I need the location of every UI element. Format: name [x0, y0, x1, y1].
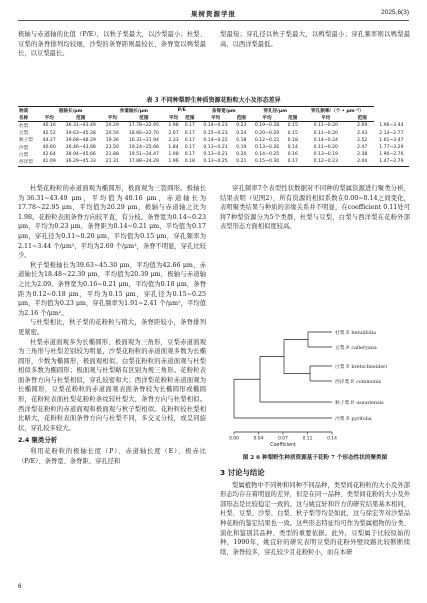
pollen-morphology-table [18, 106, 409, 167]
table-cell: 2.04 [351, 158, 374, 166]
page-number: 6 [18, 584, 22, 590]
table-cell: 豆梨 [19, 131, 29, 137]
table-cell: 17.88~24.29 [122, 158, 165, 166]
column-subheader: 平均 [301, 114, 351, 122]
dendrogram-figure [220, 322, 410, 450]
table-row [18, 122, 409, 130]
taxon-label: 豆梨 P. calleryana [335, 345, 377, 351]
table-cell: 17.78~22.95 [128, 123, 159, 129]
paragraph: 杜梨花粉粒的赤道面观为椭圆形，极面观为三裂圆形。极轴长为36.31~43.49 μm，平均值为40.16 μm，赤道轴长为17.78~22.95 μm，平均值为20.29 μm，极轴与赤道轴之比为1.98。花粉粒表面条脊方向较平直，有分枝。条脊宽为0.14~0.23 μm，平均为0.23 μm，条脊距为0.14~0.21 μm，平均值为0.17 μm，穿孔径为0.11~0.20 μm，平均值为0.15 μm，穿孔频率为2.11~3.44 个/μm²，平均为2.69 个/μm²，条脊不明显，穿孔比较少。 [18, 185, 206, 260]
table-cell: 1.61~3.47 [379, 137, 404, 143]
table-cell: 0.15~0.30 [249, 158, 284, 166]
table-title: 表 3 不同种梨野生种质资源花粉粒大小及形态差异 [146, 97, 281, 104]
right-tail-text [220, 462, 410, 557]
table-cell: 0.19 [236, 145, 247, 151]
table-cell: 38.94~45.66 [65, 152, 96, 158]
table-cell: 1.98 [168, 123, 179, 129]
table-cell: 1.90~2.76 [379, 152, 404, 158]
column-header: 极轴长/μm [39, 107, 102, 115]
table-cell: 0.11~0.20 [313, 145, 338, 151]
table-cell: 0.17 [184, 137, 195, 143]
paragraph: 梨最短；穿孔径以秋子梨最大，以鸭梨最小；穿孔频率则以鸭梨最高，以西洋梨最低。 [220, 31, 410, 48]
paragraph: 秋子梨极轴长为39.63~45.30 μm，平均值为42.66 μm，赤道轴长为18.48~22.39 μm，平均值为20.39 μm，极轴与赤道轴之比为2.09。条脊宽为0.16~0.21 μm，平均值为0.18 μm，条脊距为0.12~0.18 μm，平均为0.15 μm，穿孔径为0.15~0.25 μm，平均值为0.23 μm，穿孔频率为1.91~2.41 个/μm²，平均值为2.16 个/μm²。 [18, 261, 206, 317]
table-cell: 20.29 [105, 123, 119, 129]
table-cell: 0.18 [236, 137, 247, 143]
table-cell: 白梨 [19, 152, 29, 158]
column-subheader: 平均 [198, 114, 233, 122]
table-cell: 36.31~43.49 [65, 123, 96, 129]
table-cell: 2.52 [357, 137, 368, 143]
right-main-text [220, 184, 410, 232]
table-cell: 21.31 [102, 158, 122, 166]
table-cell: 0.20 [236, 152, 247, 158]
table-cell: 0.13~0.19 [313, 152, 338, 158]
table-header-row [18, 107, 409, 115]
axis-label: Coefficient [270, 443, 296, 448]
table-cell: 0.14~0.23 [203, 123, 228, 129]
taxon-label: 白梨 P. bretschneideri [335, 364, 387, 370]
table-cell: 0.12~0.23 [301, 158, 351, 166]
taxon-label: 沙梨 P. pyrifolia [335, 416, 372, 422]
table-cell: 0.15~0.23 [203, 130, 228, 136]
table-cell: 1.84 [168, 145, 179, 151]
table-cell: 0.14~0.24 [313, 137, 338, 143]
left-top-text [18, 30, 206, 59]
table-cell: 20.56 [105, 130, 119, 136]
table-cell: 19.51~24.47 [128, 152, 159, 158]
column-subheader: 平均 [102, 114, 122, 122]
column-subheader: 范围 [351, 114, 374, 122]
table-row [18, 151, 409, 158]
column-subheader: 范围 [59, 114, 102, 122]
table-cell: 39.63~45.28 [65, 130, 96, 136]
header-rule [18, 20, 409, 21]
axis-tick-label: 0.14 [327, 436, 337, 442]
column-subheader: 范围 [285, 114, 301, 122]
table-cell: 39.68~48.29 [65, 137, 96, 143]
table-cell: 0.12~0.22 [254, 137, 280, 143]
table-cell: 2.33 [168, 137, 179, 143]
table-body [18, 122, 409, 166]
table-cell: 0.14 [287, 145, 298, 151]
table-cell: 0.17 [184, 123, 195, 129]
taxon-label: 西洋梨 P. communis [335, 379, 382, 385]
table-cell: 秋子梨 [19, 138, 33, 144]
paragraph: 杜梨赤道面观多为长椭圆形，极面观为三角形，豆梨赤道面观为三角形与杜梨差别较为明显，沙梨花粉粒的赤道面观多数为长椭圆形，少数为椭圆形，极面观相似。白梨花粉粒的赤道面观与杜梨相似多数为椭圆形；极面观与杜梨略有区别为规三角形。花粉粒表面条脊方向与杜梨相似，穿孔较密和大；西洋梨花粉粒赤道面观为长椭圆形，豆梨花粉粒的赤道面观表面条脊较为长椭圆形或椭圆形，花粉粒表面杜梨花粉粒条纹较杜梨大，条脊方向与杜梨相似。西洋梨花粉粒的赤道面观和极面观与秋子梨相似。花粉粒较杜梨相比略大，花粉粒表面条脊方向与杜梨不同，多交叉分枝，或呈同旋状，穿孔较多较大。 [18, 338, 206, 432]
taxon-label: 秋子梨 P. ussuriensis [335, 400, 384, 406]
table-cell: 2.69 [357, 123, 368, 129]
axis-tick-label: 0.04 [253, 436, 264, 442]
column-subheader: 平均 [165, 114, 181, 122]
table-cell: 19.24~25.66 [128, 145, 159, 151]
table-cell: 0.24 [236, 130, 247, 136]
table-cell: 2.43 [357, 130, 368, 136]
axis-tick-label: 0.11 [302, 436, 313, 442]
table-cell: 0.11~0.20 [313, 123, 338, 129]
table-cell: 42.64 [42, 152, 56, 158]
table-cell: 0.17 [184, 130, 195, 136]
column-subheader: 范围 [122, 114, 165, 122]
table-cell: 36.46~43.68 [65, 145, 96, 151]
table-cell: 0.17 [184, 145, 195, 151]
table-cell: 0.13~0.21 [203, 145, 228, 151]
paragraph: 极轴与赤道轴的比值（P/E），以秋子梨最大，以沙梨最小；杜梨、豆梨的条脊排列均较细，沙梨的条脊距则最较长，条脊宽以鸭梨最长，以豆梨最长。 [18, 31, 206, 58]
table-cell: 西洋梨 [18, 158, 39, 166]
taxon-label: 杜梨 P. betulifolia [335, 330, 377, 336]
section-heading: 3 讨论与结论 [220, 468, 265, 477]
table-cell: 1.98 [168, 152, 179, 158]
table-cell: 0.13~0.26 [254, 145, 280, 151]
section-heading: 2.4 聚类分析 [18, 436, 58, 445]
table-cell: 2.07 [168, 130, 179, 136]
table-cell: 40.16 [42, 123, 56, 129]
axis-tick-label: 0.00 [229, 436, 239, 442]
column-subheader: 范围 [233, 114, 249, 122]
table-cell: 2.38 [357, 152, 368, 158]
column-header: 穿孔频率/（个 • μm⁻²） [301, 107, 374, 115]
table-cell: 1.96 [165, 158, 181, 166]
column-subheader: 名称 [18, 114, 39, 122]
table-cell: 0.18 [287, 137, 298, 143]
table-cell: 0.16 [287, 152, 298, 158]
table-cell: 0.15 [287, 123, 298, 129]
journal-title: 果树资源学报 [191, 10, 236, 18]
table-cell: 36.29~45.33 [59, 158, 102, 166]
column-subheader: 范围 [182, 114, 198, 122]
right-top-text [220, 30, 410, 49]
table-cell: 18.66~22.70 [128, 130, 159, 136]
table-cell: 2.14~2.77 [379, 130, 404, 136]
column-header: 穿孔径/μm [249, 107, 300, 115]
column-header: 条脊宽/μm [198, 107, 249, 115]
table-cell: 0.13~0.21 [203, 152, 228, 158]
column-header: 种质 [18, 107, 39, 115]
column-header: P/E [165, 107, 198, 115]
left-main-text [18, 184, 206, 466]
table-cell: 沙梨 [19, 145, 29, 151]
table-cell: 42.52 [42, 130, 56, 136]
table-cell: 0.13~0.25 [198, 158, 233, 166]
column-subheader: 平均 [39, 114, 59, 122]
table-cell: 0.14~0.25 [254, 152, 280, 158]
column-subheader: 平均 [249, 114, 284, 122]
table-cell: 41.09 [39, 158, 59, 166]
figure-caption: 图 2 6 种梨野生种质资源基于花粉 7 个形态性状的聚类图 [242, 455, 388, 461]
table-cell: 21.88 [105, 152, 119, 158]
running-header [18, 8, 409, 22]
table-row [18, 144, 409, 151]
table-cell: 40.60 [42, 145, 56, 151]
dendrogram-svg [220, 322, 410, 450]
table-cell: 1.77~3.29 [379, 145, 404, 151]
table-cell: 1.47~2.79 [374, 158, 409, 166]
table-cell: 0.17 [285, 158, 301, 166]
paragraph: 梨属植物中不同种和同种不同品种，类型间花粉粒的大小及外部形态均存在着明显的差异，但是在同一品种、类型间花粉的大小及外部形态是比较稳定一致的。这与姚宜轩和许方的研究结果基本相同，杜梨、豆梨、沙梨、白梨、秋子梨等均是如此，这与徐宏等对沙梨品种花粉的鉴定结果也一致。这些形态特征均可作为梨属植物的分类、演化和鉴别其品种、类型的重要依据。此外，豆梨属于比较原始的种，1990年，姚宜轩的研究表明豆梨的花粉外壁纹路比较断断续续，条脊较多，穿孔较少且花粉粒小，而在本研 [220, 481, 410, 556]
table-row [18, 137, 409, 144]
table-cell: 0.20~0.29 [254, 130, 280, 136]
table-cell: 44.27 [42, 137, 56, 143]
table-cell: 23.50 [105, 145, 119, 151]
paragraph: 与杜梨相比，秋子梨的花粉粒与稍大，条脊距较小，条脊排列更紧密。 [18, 319, 206, 336]
paragraph: 穿孔频率7个表型性状数据对不同种的梨属资源进行聚类分析，结果表明（见图2），所有资源的相似系数在0.00~0.14之间变化，表明聚类结果与种质的亲缘关系并不明显，在coefficient 0.11处可将7种梨资源分为5个类群，杜梨与豆梨，白梨与西洋梨在花粉外部表型形态方面相似度较高。 [220, 185, 410, 231]
axis-tick-label: 0.07 [278, 436, 288, 442]
table-cell: 0.14~0.22 [203, 137, 228, 143]
table-row [18, 130, 409, 137]
table-cell: 0.18 [182, 158, 198, 166]
table-cell: 0.17 [184, 152, 195, 158]
table-cell: 2.47 [357, 145, 368, 151]
table-cell: 0.11~0.20 [313, 130, 338, 136]
table-cell: 16.31~21.94 [128, 137, 159, 143]
column-header: 赤道轴长/μm [102, 107, 165, 115]
table-cell: 19.36 [105, 137, 119, 143]
table-cell: 0.15 [287, 130, 298, 136]
table-cell: 0.19~0.28 [254, 123, 280, 129]
table-row [18, 158, 409, 166]
table-cell: 0.21 [233, 158, 249, 166]
table-subheader-row [18, 114, 409, 122]
issue-number: 2025,6(3) [381, 9, 409, 16]
table-cell: 1.96~3.44 [379, 123, 404, 129]
table-cell: 0.23 [236, 123, 247, 129]
table-cell: 杜梨 [19, 123, 29, 129]
paragraph: 利用花粉粒的极轴长度（P）、赤道轴长度（E）、极赤比（P/E）、条脊宽、条脊距、穿孔径和 [18, 448, 206, 465]
